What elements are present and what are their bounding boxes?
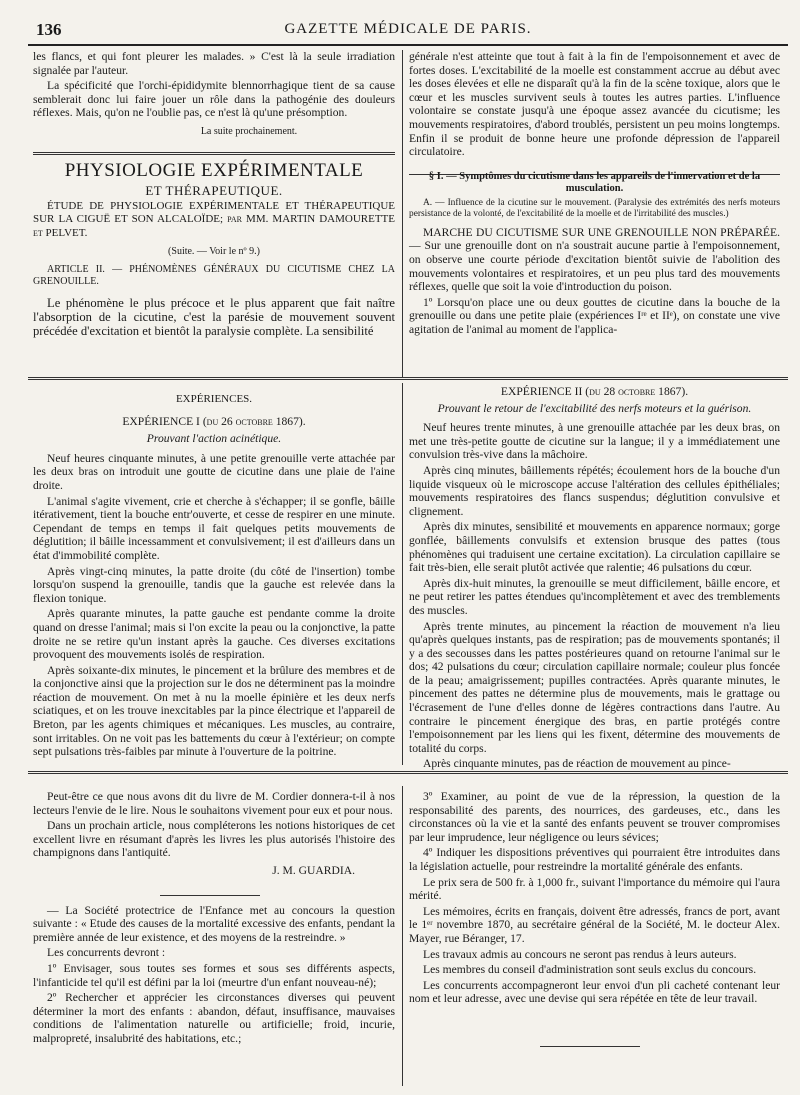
column-divider-mid: [402, 383, 403, 765]
paragraph: L'animal s'agite vivement, crie et cherche à s'échapper; il se gonfle, bâille itérativement, tient la bouche entr'ouverte, et cesse de respirer en une minute. Cependant de temps en temps il fait quelques petits mouvements de déglutition; il bâille incessamment et convulsivement; il est d'ailleurs dans un état d'immobilité complète.: [33, 494, 395, 562]
paragraph: Après cinquante minutes, pas de réaction de mouvement au pince-: [423, 757, 731, 771]
paragraph: 3º Examiner, au point de vue de la répression, la question de la responsabilité des parents, des nourrices, des gardeuses, etc., dans les circonstances où la vie et la santé des enfants peuvent se trouver compromises par leur imprudence, leur négligence ou leurs sévices;: [409, 790, 780, 844]
paragraph: Les concurrents accompagneront leur envoi d'un pli cacheté contenant leur nom et leur adresse, avec une devise qui sera répétée en tête de leur travail.: [409, 978, 780, 1006]
experiment-title: EXPÉRIENCE I (du 26 octobre 1867).: [122, 414, 306, 428]
experiment-subtitle: Prouvant le retour de l'excitabilité des nerfs moteurs et la guérison.: [437, 401, 752, 415]
paragraph: — La Société protectrice de l'Enfance met au concours la question suivante : « Etude des causes de la mortalité excessive des enfants, pendant la première année de leur existence, et des moyens de la restreindre. »: [33, 903, 395, 944]
paragraph: Le phénomène le plus précoce et le plus apparent que fait naître l'absorption de la cicutine, c'est la parésie de mouvement souvent précédée d'excitation et bientôt la paralysie complète. La sensibilité: [33, 296, 395, 339]
paragraph: Dans un prochain article, nous compléterons les notions historiques de cet excellent livre en résumant d'après les livres les plus autorisés l'histoire des champignons dans l'antiquité.: [33, 819, 395, 860]
column-2-experiments: [409, 385, 780, 773]
suite-note: (Suite. — Voir le nº 9.): [168, 246, 260, 258]
experiments-heading: EXPÉRIENCES.: [175, 393, 253, 405]
paragraph: Neuf heures cinquante minutes, à une petite grenouille verte attachée par les deux bras on introduit une goutte de cicutine dans une plaie de l'aine droite.: [33, 451, 395, 492]
column-1-experiments: [33, 393, 395, 761]
subsection-heading: A. — Influence de la cicutine sur le mouvement. (Paralysie des extrémités des nerfs moteurs persistance de la volonté, de l'excitabilité de la moelle et de l'irritabilité des muscles.): [409, 197, 780, 219]
paragraph: 1º Envisager, sous toutes ses formes et sous ses différents aspects, l'infanticide tel qu'il est défini par la loi (meurtre d'un enfant nouveau-né);: [33, 961, 395, 989]
paragraph: 1º Lorsqu'on place une ou deux gouttes de cicutine dans la bouche de la grenouille ou dans une petite plaie (expériences Iʳᵉ et IIᵉ), on constate une vive agitation de l'animal au moment de l'applica-: [409, 295, 780, 336]
signature-rule: [160, 895, 260, 896]
experiments-rule: [28, 377, 788, 380]
column-divider-bottom: [402, 786, 403, 1086]
paragraph: Le prix sera de 500 fr. à 1,000 fr., suivant l'importance du mémoire qui l'aura mérité.: [409, 875, 780, 903]
section-heading: § I. — Symptômes du cicutisme dans les appareils de l'innervation et de la musculation.: [428, 170, 761, 195]
paragraph: Après trente minutes, au pincement la réaction de mouvement n'a lieu qu'après quelques instants, pas de respiration; pas de mouvements spontanés; il y a des secousses dans les pattes postérieures quand on retourne l'animal sur le dos; 42 pulsations du cœur; circulation capillaire normale; couleur plus foncée de la peau; amaigrissement; pupilles contractées. Après quarante minutes, le pincement des pattes ne détermine plus de mouvements, mais le grattage ou l'écrasement de l'une d'elles donne de légères contractions dans l'autre. Au contraire le pincement énergique des bras, en partie protégés contre l'empoisonnement par les liens qui les fixent, détermine des mouvements de totalité du corps.: [409, 619, 780, 755]
experiment-title: EXPÉRIENCE II (du 28 octobre 1867).: [500, 385, 689, 398]
article-title: ÉTUDE DE PHYSIOLOGIE EXPÉRIMENTALE ET THÉRAPEUTIQUE SUR LA CIGUË ET SON ALCALOÏDE; par MM. MARTIN DAMOURETTE et PELVET.: [33, 199, 395, 239]
column-3-feuilleton: [33, 790, 395, 1048]
paragraph: Les membres du conseil d'administration sont seuls exclus du concours.: [423, 963, 757, 977]
paragraph: Les mémoires, écrits en français, doivent être adressés, francs de port, avant le 1ᵉʳ novembre 1870, au secrétaire général de la Société, M. le docteur Alex. Mayer, rue Béranger, 17.: [409, 904, 780, 945]
section-subtitle: ET THÉRAPEUTIQUE.: [145, 182, 283, 198]
article-heading: ARTICLE II. — PHÉNOMÈNES GÉNÉRAUX DU CICUTISME CHEZ LA GRENOUILLE.: [33, 264, 395, 288]
paragraph: Neuf heures trente minutes, à une grenouille attachée par les deux bras, on met une très-petite goutte de cicutine sur la langue; il y a immédiatement une convulsion très-vive dans la mâchoire.: [409, 421, 780, 462]
paragraph: générale n'est atteinte que tout à fait à la fin de l'empoisonnement et avec de fortes doses. L'excitabilité de la moelle est constamment accrue au début avec les doses élevées et elle ne disparaît qu'à la fin de la scène toxique, alors que le cœur et les muscles survivent seuls à toutes les autres parties. L'influence volontaire se constate jusqu'à une époque assez avancée du cicutisme; les mouvements respiratoires, d'abord troublés, persistent un peu moins longtemps. Enfin il se produit de bonne heure une profonde dépression de l'appareil circulatoire.: [409, 50, 780, 159]
paragraph: 2º Rechercher et apprécier les circonstances diverses qui peuvent déterminer la mort des enfants : abandon, défaut, insuffisance, mauvaises conditions de l'alimentation naturelle ou artificielle; froid, incurie, malpropreté, insalubrité des habitations, etc.;: [33, 991, 395, 1045]
paragraph: Après quarante minutes, la patte gauche est pendante comme la droite quand on dresse l'animal; mais si l'on excite la peau ou la conjonctive, la patte droite ne se retire qu'un instant après la gauche. Ces diverses excitations provoquent des mouvements isolés de respiration.: [33, 607, 395, 662]
continuation-note: La suite prochainement.: [200, 125, 298, 137]
column-divider-top: [402, 50, 403, 377]
page-header: [28, 18, 788, 44]
paragraph: MARCHE DU CICUTISME SUR UNE GRENOUILLE NON PRÉPARÉE. — Sur une grenouille dont on n'a soustrait aucune partie à l'empoisonnement, on observe une courte période d'excitation bientôt suivie de l'abolition des mouvements volontaires et respiratoires, et un peu plus tard des mouvements réflexes, quelle que soit la voie d'introduction du poison.: [409, 225, 780, 294]
column-2-top: [409, 50, 780, 339]
paragraph: Après dix-huit minutes, la grenouille se meut difficilement, bâille encore, et ne peut retirer les pattes étendues qu'incomplètement et avec des tremblements des muscles.: [409, 576, 780, 617]
paragraph: Après cinq minutes, bâillements répétés; écoulement hors de la bouche d'un liquide visqueux où le microscope accuse l'altération des cellules épithéliales; mouvements respiratoires des flancs suspendus; déglutition convulsive et clignement.: [409, 463, 780, 518]
journal-title: GAZETTE MÉDICALE DE PARIS.: [284, 21, 532, 37]
paragraph: 4º Indiquer les dispositions préventives qui pourraient être introduites dans la législation actuelle, pour restreindre la mortalité générale des enfants.: [409, 846, 780, 873]
column-4-feuilleton: [409, 790, 780, 1008]
paragraph: La spécificité que l'orchi-épididymite blennorrhagique tient de sa cause semblerait donc lui faire jouer un rôle dans la pathogénie des douleurs réflexes. Mais, qu'on ne l'oublie pas, ce n'est là qu'une présomption.: [33, 79, 395, 120]
paragraph: Après vingt-cinq minutes, la patte droite (du côté de l'insertion) tombe lorsqu'on suspend la grenouille, tandis que la gauche est relevée dans la flexion tonique.: [33, 564, 395, 605]
paragraph: Après soixante-dix minutes, le pincement et la brûlure des membres et de la conjonctive ainsi que la projection sur le dos ne déterminent pas la moindre réaction de mouvement. On met à nu la moelle épinière et les deux nerfs sciatiques, et on les trouve inexcitables par la pince électrique et l'appareil de Breton, par les agents chimiques et mécaniques. Les muscles, au contraire, sont irritables. On ne voit pas les battements du cœur à l'extérieur; on compte sept pulsations très-faibles par minute à l'ouverture de la poitrine.: [33, 663, 395, 759]
paragraph: Après dix minutes, sensibilité et mouvements en apparence normaux; gorge gonflée, bâillements convulsifs et extension brusque des pattes (tous phénomènes qui traduisent une certaine excitation). La circulation capillaire se fait très-bien, elle serait plutôt activée que ralentie; 46 pulsations du cœur.: [409, 520, 780, 575]
author-signature: J. M. GUARDIA.: [272, 863, 355, 877]
experiment-subtitle: Prouvant l'action acinétique.: [146, 432, 282, 446]
paragraph: Les travaux admis au concours ne seront pas rendus à leurs auteurs.: [423, 947, 737, 961]
paragraph: les flancs, et qui font pleurer les malades. » C'est là la seule irradiation signalée par l'auteur.: [33, 50, 395, 77]
page-number: 136: [36, 20, 62, 39]
header-rule: [28, 44, 788, 46]
end-rule: [540, 1046, 640, 1047]
paragraph: Peut-être ce que nous avons dit du livre de M. Cordier donnera-t-il à nos lecteurs l'envie de le lire. Nous le souhaitons vivement pour eux et pour nous.: [33, 790, 395, 817]
paragraph: Les concurrents devront :: [47, 946, 166, 960]
column-1-top: [33, 50, 395, 340]
section-title: PHYSIOLOGIE EXPÉRIMENTALE: [64, 159, 364, 181]
